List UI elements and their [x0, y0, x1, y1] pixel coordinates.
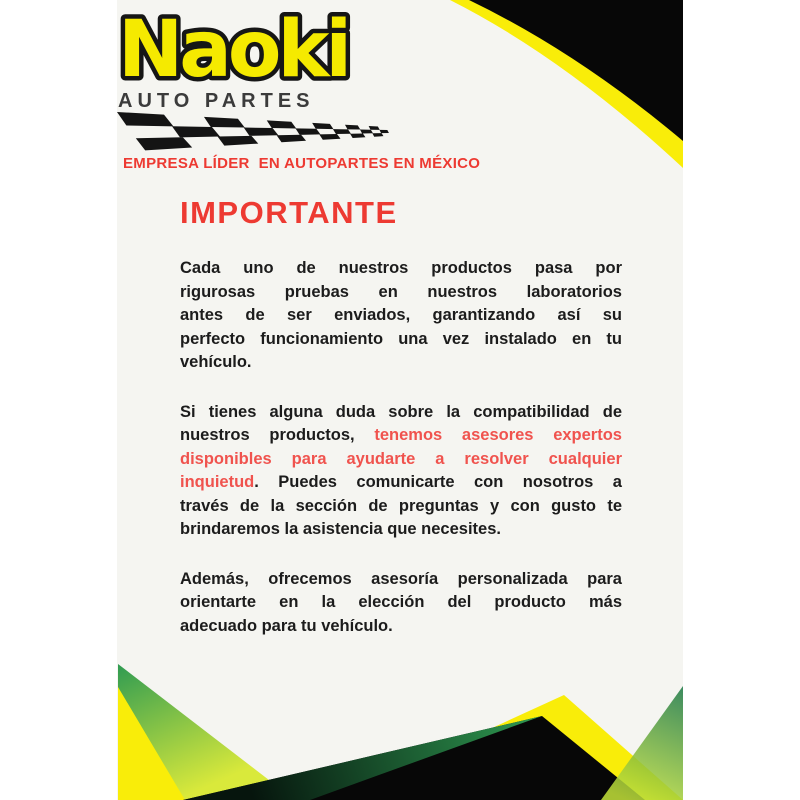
flag-check — [372, 133, 383, 137]
paragraph-line — [180, 281, 622, 305]
flag-check — [204, 117, 245, 128]
flag-check — [172, 126, 220, 137]
highlighted-text: inquietud — [180, 473, 255, 491]
page-title: IMPORTANTE — [180, 195, 398, 230]
paragraph-line — [180, 351, 622, 375]
paragraph-line — [180, 471, 622, 495]
body-text: Además, ofrecemos asesoría personalizada para — [180, 569, 622, 588]
body-text: Cada uno de nuestros productos pasa por — [180, 259, 622, 277]
flag-check — [360, 130, 373, 134]
body-text: adecuado para tu vehículo. — [180, 616, 393, 635]
flag-check — [345, 125, 360, 130]
flag-check — [333, 129, 351, 134]
flag-check — [277, 135, 306, 142]
paragraph-line — [180, 304, 622, 328]
paragraph-line — [180, 257, 622, 281]
tagline: EMPRESA LÍDER EN AUTOPARTES EN MÉXICO — [123, 155, 481, 172]
flag-check — [267, 120, 296, 128]
flag-check — [295, 128, 320, 134]
body-text: antes de ser enviados, garantizando así su — [180, 306, 622, 324]
flag-check — [379, 130, 388, 133]
paragraph — [180, 401, 622, 542]
paragraph-line — [180, 328, 622, 352]
flag-check — [350, 133, 365, 137]
paragraph — [180, 568, 622, 639]
highlighted-text: disponibles para ayudarte a resolver cualquier — [180, 449, 622, 468]
brand-subtitle: AUTO PARTES — [118, 90, 315, 112]
paragraph-line — [180, 401, 622, 425]
flag-check — [312, 123, 333, 129]
paragraph — [180, 257, 622, 375]
body-text: nuestros productos, — [180, 426, 375, 444]
paragraph-line — [180, 615, 622, 639]
flag-check — [319, 134, 340, 140]
flag-check — [244, 128, 279, 136]
logo-text: Naoki — [118, 5, 349, 95]
paragraph-line — [180, 495, 622, 519]
body-text: rigurosas pruebas en nuestros laboratorios — [180, 282, 622, 301]
paragraph-line — [180, 568, 622, 592]
paragraph-line — [180, 448, 622, 472]
paragraph-line — [180, 591, 622, 615]
content — [180, 196, 622, 664]
body-text: . Puedes comunicarte con nosotros a — [254, 473, 622, 491]
paragraph-line — [180, 518, 622, 542]
flag-check — [136, 137, 192, 150]
paragraphs — [180, 257, 622, 638]
body-text: orientarte en la elección del producto más — [180, 593, 622, 611]
body-text: perfecto funcionamiento una vez instalado en tu — [180, 329, 622, 348]
paragraph-line — [180, 424, 622, 448]
flag-check — [218, 136, 259, 146]
body-text: brindaremos la asistencia que necesites. — [180, 520, 501, 538]
body-text: vehículo. — [180, 353, 252, 371]
brand-logo — [113, 0, 473, 100]
highlighted-text: tenemos asesores expertos — [374, 426, 622, 444]
checkered-flag-icon — [117, 112, 389, 150]
body-text: Si tienes alguna duda sobre la compatibilidad de — [180, 402, 622, 421]
poster — [117, 0, 683, 800]
flag-check — [369, 126, 380, 130]
body-text: través de la sección de preguntas y con gusto te — [180, 496, 622, 515]
flag-check — [117, 112, 173, 126]
